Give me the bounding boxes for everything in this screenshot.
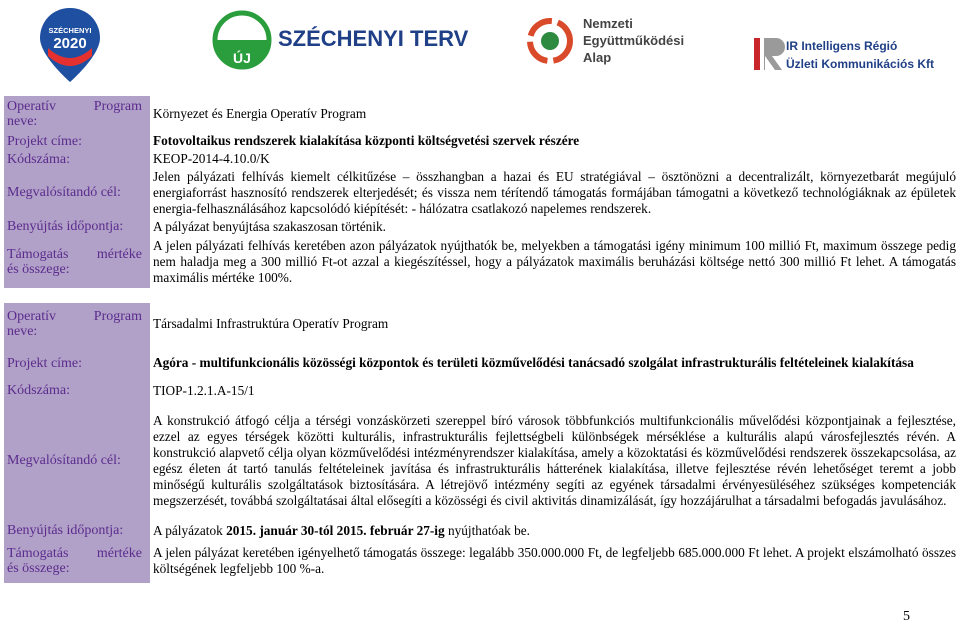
amount-label bbox=[4, 539, 150, 583]
code-label: Kódszáma: bbox=[4, 151, 150, 168]
amount-label-word3: és összege: bbox=[7, 561, 70, 577]
nea-line2: Együttműködési bbox=[583, 33, 685, 48]
code-label: Kódszáma: bbox=[4, 382, 150, 400]
row-amount bbox=[4, 235, 956, 288]
row-submit bbox=[4, 522, 956, 540]
goal-label: Megvalósítandó cél: bbox=[4, 399, 150, 521]
amount-label-word2: mértéke bbox=[96, 246, 142, 262]
op-name-value: Társadalmi Infrastruktúra Operatív Program bbox=[153, 315, 389, 331]
logo-2020-line1: SZÉCHENYI bbox=[48, 26, 92, 35]
ir-kft-logo bbox=[742, 28, 960, 80]
project-label: Projekt címe: bbox=[4, 344, 150, 381]
nea-line1: Nemzeti bbox=[583, 16, 633, 31]
project-value: Fotovoltaikus rendszerek kialakítása központi költségvetési szervek részére bbox=[153, 133, 580, 149]
szechenyi-terv-text: SZÉCHENYI TERV bbox=[278, 26, 469, 51]
row-op-name bbox=[4, 303, 956, 344]
submit-value: A pályázat benyújtása szakaszosan történik. bbox=[153, 218, 386, 234]
row-project bbox=[4, 344, 956, 381]
submit-label: Benyújtás időpontja: bbox=[4, 522, 150, 540]
op-name-label bbox=[4, 96, 150, 132]
op-label-word3: neve: bbox=[7, 323, 38, 339]
nea-logo bbox=[527, 10, 717, 72]
row-goal bbox=[4, 168, 956, 219]
submit-dates: 2015. január 30-tól 2015. február 27-ig bbox=[226, 522, 445, 538]
op-label-word3: neve: bbox=[7, 114, 38, 130]
op-label-word2: Program bbox=[93, 99, 142, 115]
row-op-name bbox=[4, 96, 956, 132]
op-label-word1: Operatív bbox=[7, 99, 56, 115]
goal-label: Megvalósítandó cél: bbox=[4, 168, 150, 219]
goal-value: A konstrukció átfogó célja a térségi vonzáskörzeti szereppel bíró városok többfunkciós multifunkcionális művelődési központjainak a fejlesztése, ezzel az egyes térségek közötti kulturális, infrastrukturális fejlettségbeli különbségek mérséklése a kulturális alapú városfejlesztés révén. A konstrukció alapvető célja olyan közművelődési intézményrendszer kialakítása, amely a közoktatási és közművelődési rendszerek összekapcsolása, az egész életen át tartó tanulás feltételeinek javítása és infrastrukturális hátterének kialakítása, illetve fejlesztése révén lehetőséget teremt a jobb minőségű kulturális szolgáltatások biztosítására. A létrejövő intézmény segíti az egyének társadalmi érvényesüléséhez szükséges kompetenciák megszerzését, továbbá szolgáltatásai által elősegíti a közösségi és civil aktivitás dinamizálását, így hozzájárulhat a társadalmi befogadás javulásához. bbox=[153, 412, 956, 508]
project-value: Agóra - multifunkcionális közösségi központok és területi közművelődési tanácsadó szolgálat infrastrukturális feltételeinek kialakítása bbox=[153, 355, 914, 371]
row-amount bbox=[4, 539, 956, 583]
amount-value: A jelen pályázat keretében igényelhető támogatás összege: legalább 350.000.000 Ft, de legfeljebb 685.000.000 Ft lehet. A projekt elszámolható összes költségének legfeljebb 100 %-a. bbox=[153, 545, 956, 577]
uj-szechenyi-terv-logo bbox=[212, 6, 469, 76]
amount-label-word1: Támogatás bbox=[7, 546, 69, 562]
amount-label-word2: mértéke bbox=[96, 546, 142, 562]
page-number: 5 bbox=[903, 609, 910, 624]
row-goal bbox=[4, 399, 956, 521]
amount-label bbox=[4, 235, 150, 288]
row-project bbox=[4, 132, 956, 150]
project-label: Projekt címe: bbox=[4, 132, 150, 150]
submit-value bbox=[150, 522, 956, 540]
submit-text-post: nyújthatóak be. bbox=[444, 522, 530, 538]
nea-line3: Alap bbox=[583, 50, 612, 65]
amount-label-word3: és összege: bbox=[7, 261, 70, 277]
op-name-label bbox=[4, 303, 150, 344]
op-name-value: Környezet és Energia Operatív Program bbox=[153, 106, 367, 122]
code-value: KEOP-2014-4.10.0/K bbox=[153, 151, 270, 167]
logo-2020-line2: 2020 bbox=[53, 35, 87, 52]
row-code bbox=[4, 151, 956, 168]
submit-text-pre: A pályázatok bbox=[153, 522, 227, 538]
op-label-word1: Operatív bbox=[7, 308, 56, 324]
uj-mark: ÚJ bbox=[233, 50, 251, 66]
ir-line1: IR Intelligens Régió bbox=[786, 39, 898, 53]
row-submit bbox=[4, 218, 956, 235]
program-table-keop bbox=[4, 96, 956, 288]
program-table-tiop bbox=[4, 303, 956, 583]
code-value: TIOP-1.2.1.A-15/1 bbox=[153, 382, 255, 398]
szechenyi-2020-logo bbox=[38, 6, 102, 84]
amount-label-word1: Támogatás bbox=[7, 246, 69, 262]
ir-line2: Üzleti Kommunikációs Kft bbox=[786, 57, 935, 71]
amount-value: A jelen pályázati felhívás keretében azon pályázatok nyújthatók be, melyekben a támogatási igény minimum 100 millió Ft, maximum összege pedig nem haladja meg a 300 millió Ft-ot azzal a kiegészítéssel, hogy a pályázatok maximális beruházási költsége nettó 300 millió Ft lehet. A támogatás maximális mértéke 100%. bbox=[153, 237, 956, 285]
submit-label: Benyújtás időpontja: bbox=[4, 218, 150, 235]
op-label-word2: Program bbox=[93, 308, 142, 324]
goal-value: Jelen pályázati felhívás kiemelt célkitűzése – összhangban a hazai és EU stratégiával – ösztönözni a decentralizált, környezetbarát megújuló energiaforrást hasznosító rendszerek elterjedését; és vissza nem térítendő támogatás formájában támogatni a következő technológiáknak az épületek energia-felhasználásához kapcsolódó kiépítését: - hálózatra csatlakozó napelemes rendszerek. bbox=[153, 168, 956, 216]
row-code bbox=[4, 382, 956, 400]
